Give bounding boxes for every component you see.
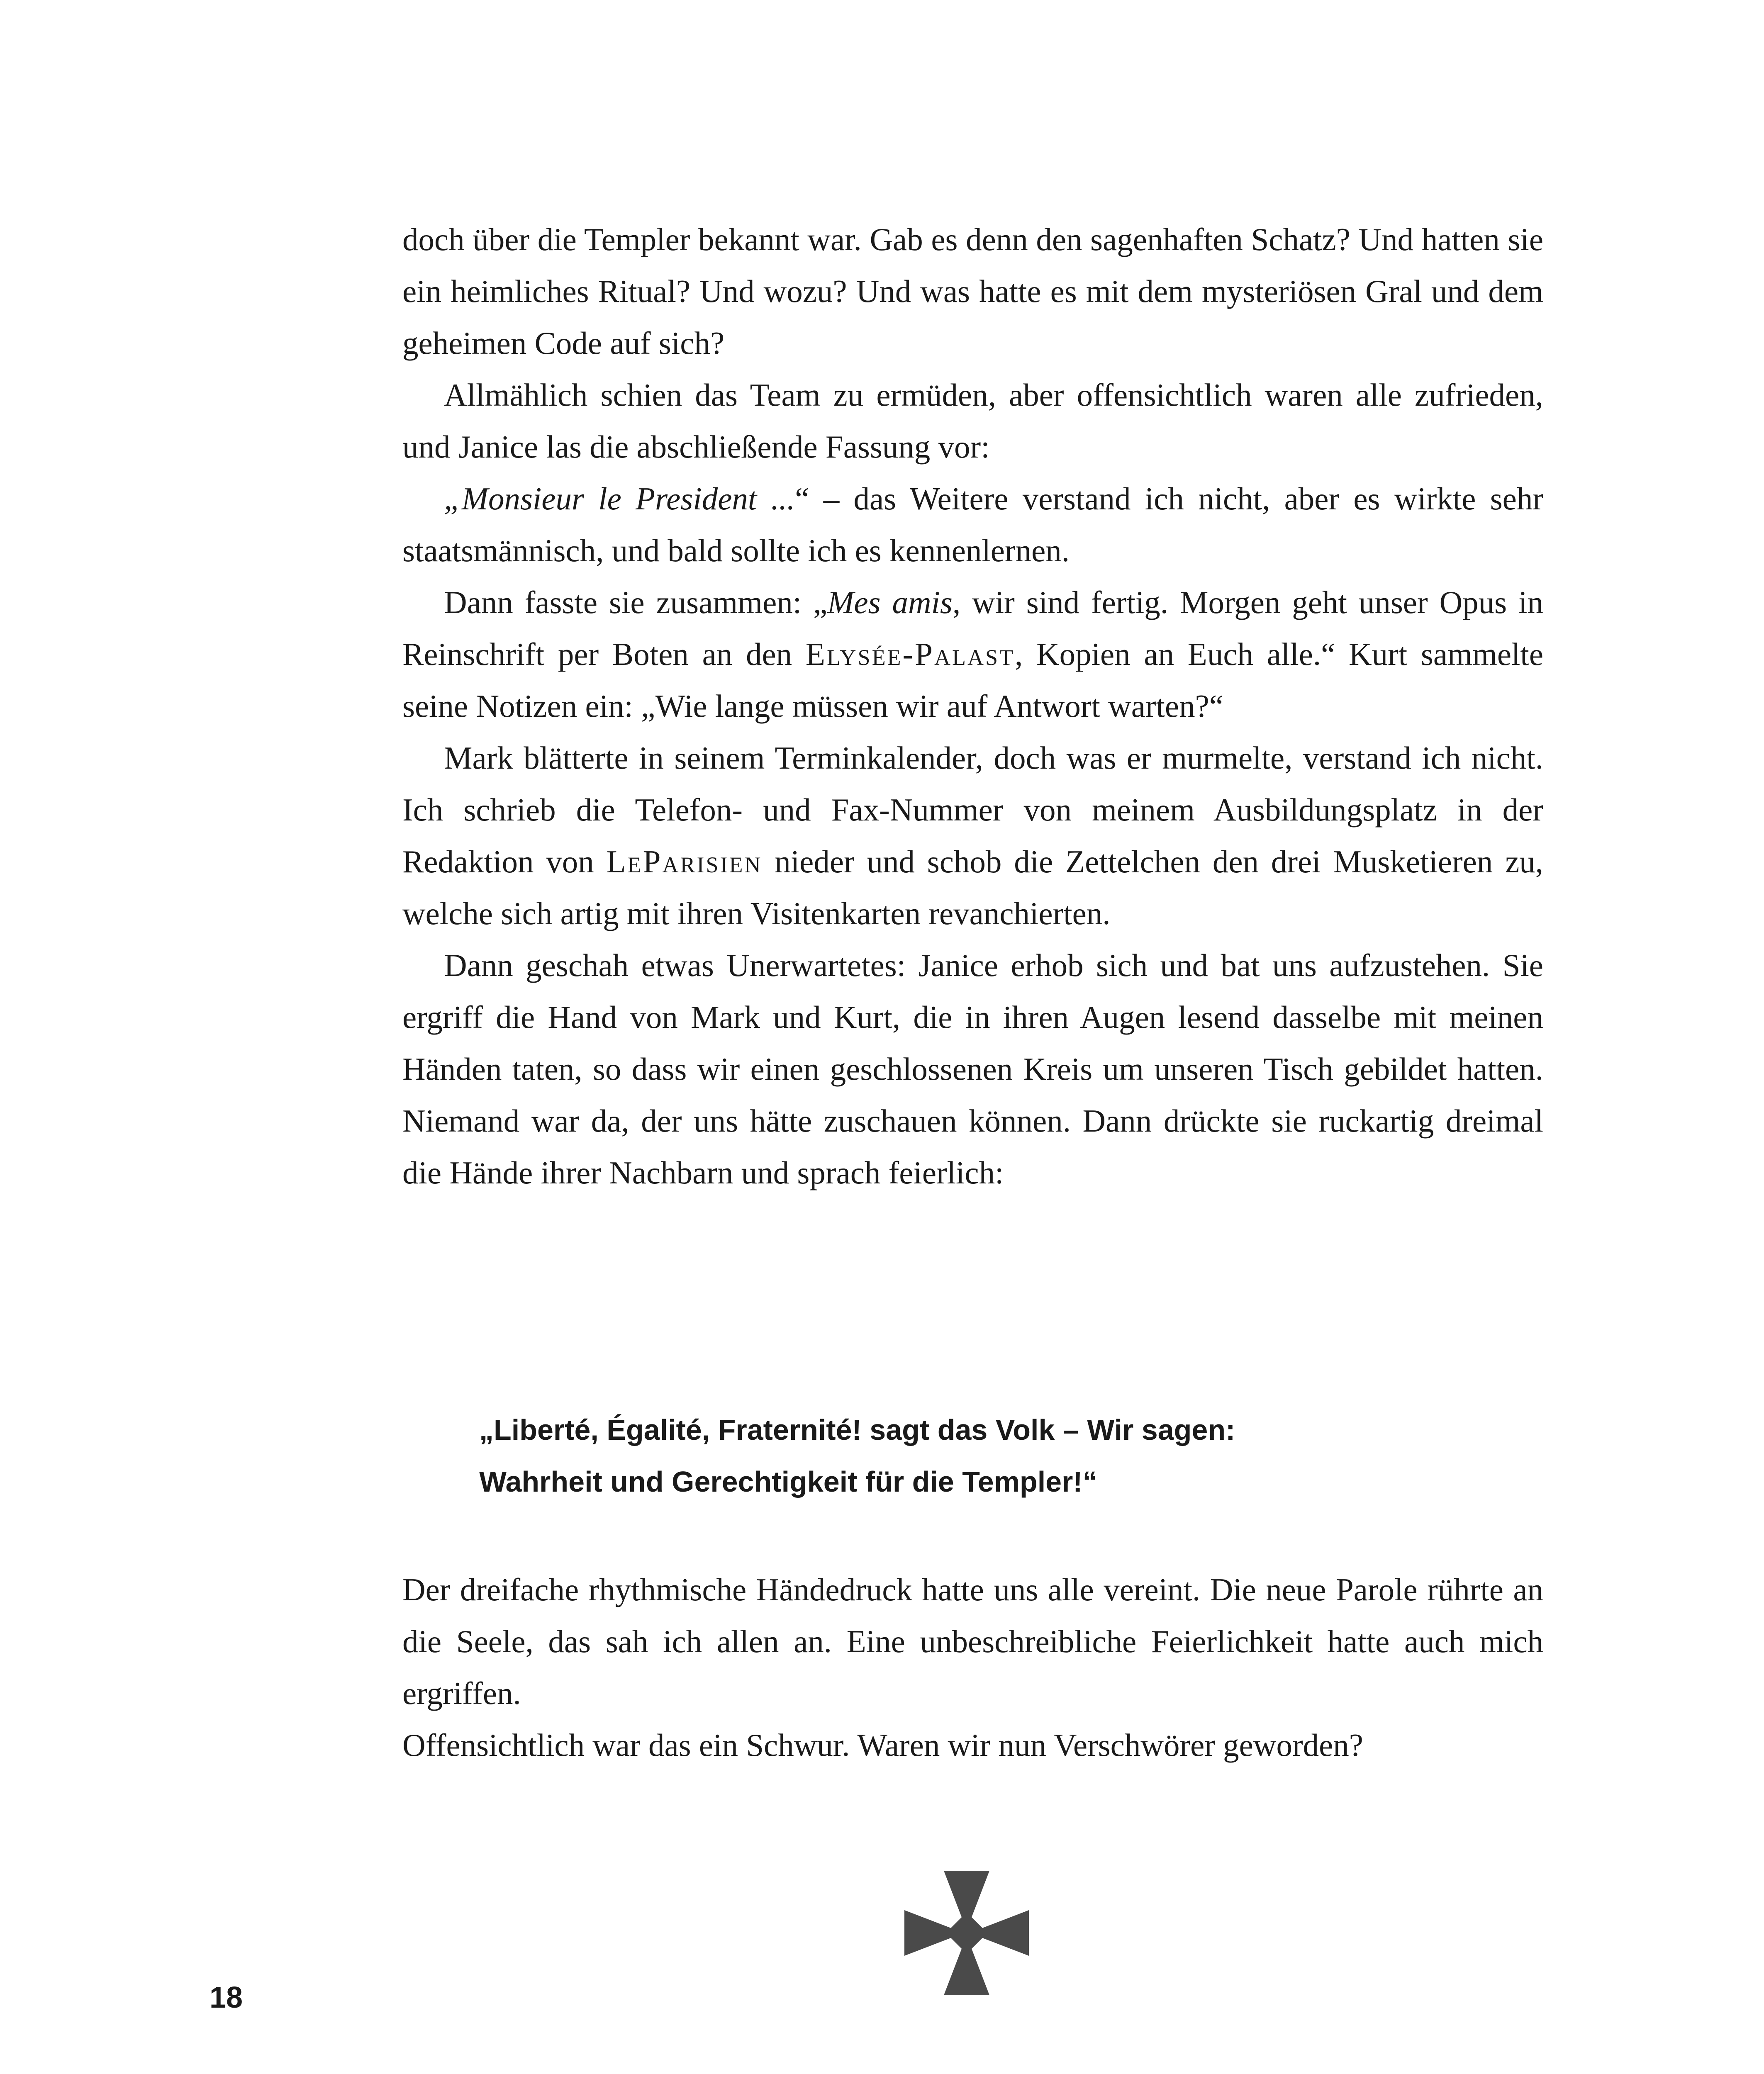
oath-quote <box>479 1404 1516 1508</box>
paragraph-7: Der dreifache rhythmische Händedruck hatte uns alle vereint. Die neue Parole rührte an die Seele, das sah ich allen an. Eine unbeschreibliche Feierlichkeit hatte auch mich ergriffen. <box>402 1572 1543 1711</box>
quote-italic: „Monsieur le President ... <box>444 481 795 516</box>
page-number: 18 <box>210 1981 243 2014</box>
paragraph-4-c: , Kopien an Euch alle.“ Kurt sammelte seine Notizen ein: „Wie lange müssen wir auf Antwort warten?“ <box>402 636 1543 724</box>
templar-cross-icon <box>904 1871 1029 1995</box>
leparisien-smallcaps: LeParisien <box>606 844 763 879</box>
main-text <box>402 214 1543 1199</box>
mes-amis-italic: Mes amis <box>827 584 953 620</box>
oath-line-2: Wahrheit und Gerechtigkeit für die Templer!“ <box>479 1465 1097 1498</box>
paragraph-5 <box>402 732 1543 940</box>
closing-text <box>402 1564 1543 1771</box>
paragraph-4 <box>402 577 1543 732</box>
paragraph-3 <box>402 473 1543 577</box>
elysee-smallcaps: Elysée-Palast <box>805 636 1015 672</box>
oath-line-1: „Liberté, Égalité, Fraternité! sagt das Volk – Wir sagen: <box>479 1414 1235 1446</box>
paragraph-4-a: Dann fasste sie zusammen: „ <box>444 584 828 620</box>
paragraph-8: Offensichtlich war das ein Schwur. Waren wir nun Verschwörer geworden? <box>402 1727 1363 1763</box>
paragraph-4-b: , wir sind fertig. Morgen geht unser Opus in Reinschrift per Boten an den <box>402 584 1543 672</box>
paragraph-1: doch über die Templer bekannt war. Gab es denn den sagenhaften Schatz? Und hatten sie ein heimliches Ritual? Und wozu? Und was hatte es mit dem mysteriösen Gral und dem geheimen Code auf sich? <box>402 222 1543 361</box>
paragraph-5-a: Mark blätterte in seinem Terminkalender, doch was er murmelte, verstand ich nicht. Ich schrieb die Telefon- und Fax-Nummer von meinem Ausbildungsplatz in der Redaktion von <box>402 740 1543 879</box>
paragraph-5-b: nieder und schob die Zettelchen den drei Musketieren zu, welche sich artig mit ihren Visitenkarten revanchierten. <box>402 844 1543 931</box>
paragraph-3-rest: “ – das Weitere verstand ich nicht, aber es wirkte sehr staatsmännisch, und bald sollte ich es kennenlernen. <box>402 481 1543 568</box>
paragraph-6: Dann geschah etwas Unerwartetes: Janice erhob sich und bat uns aufzustehen. Sie ergriff die Hand von Mark und Kurt, die in ihren Augen lesend dasselbe mit meinen Händen taten, so dass wir einen geschlossenen Kreis um unseren Tisch gebildet hatten. Niemand war da, der uns hätte zuschauen können. Dann drückte sie ruckartig dreimal die Hände ihrer Nachbarn und sprach feierlich: <box>402 947 1543 1190</box>
paragraph-2: Allmählich schien das Team zu ermüden, aber offensichtlich waren alle zufrieden, und Janice las die abschließende Fassung vor: <box>402 377 1543 465</box>
